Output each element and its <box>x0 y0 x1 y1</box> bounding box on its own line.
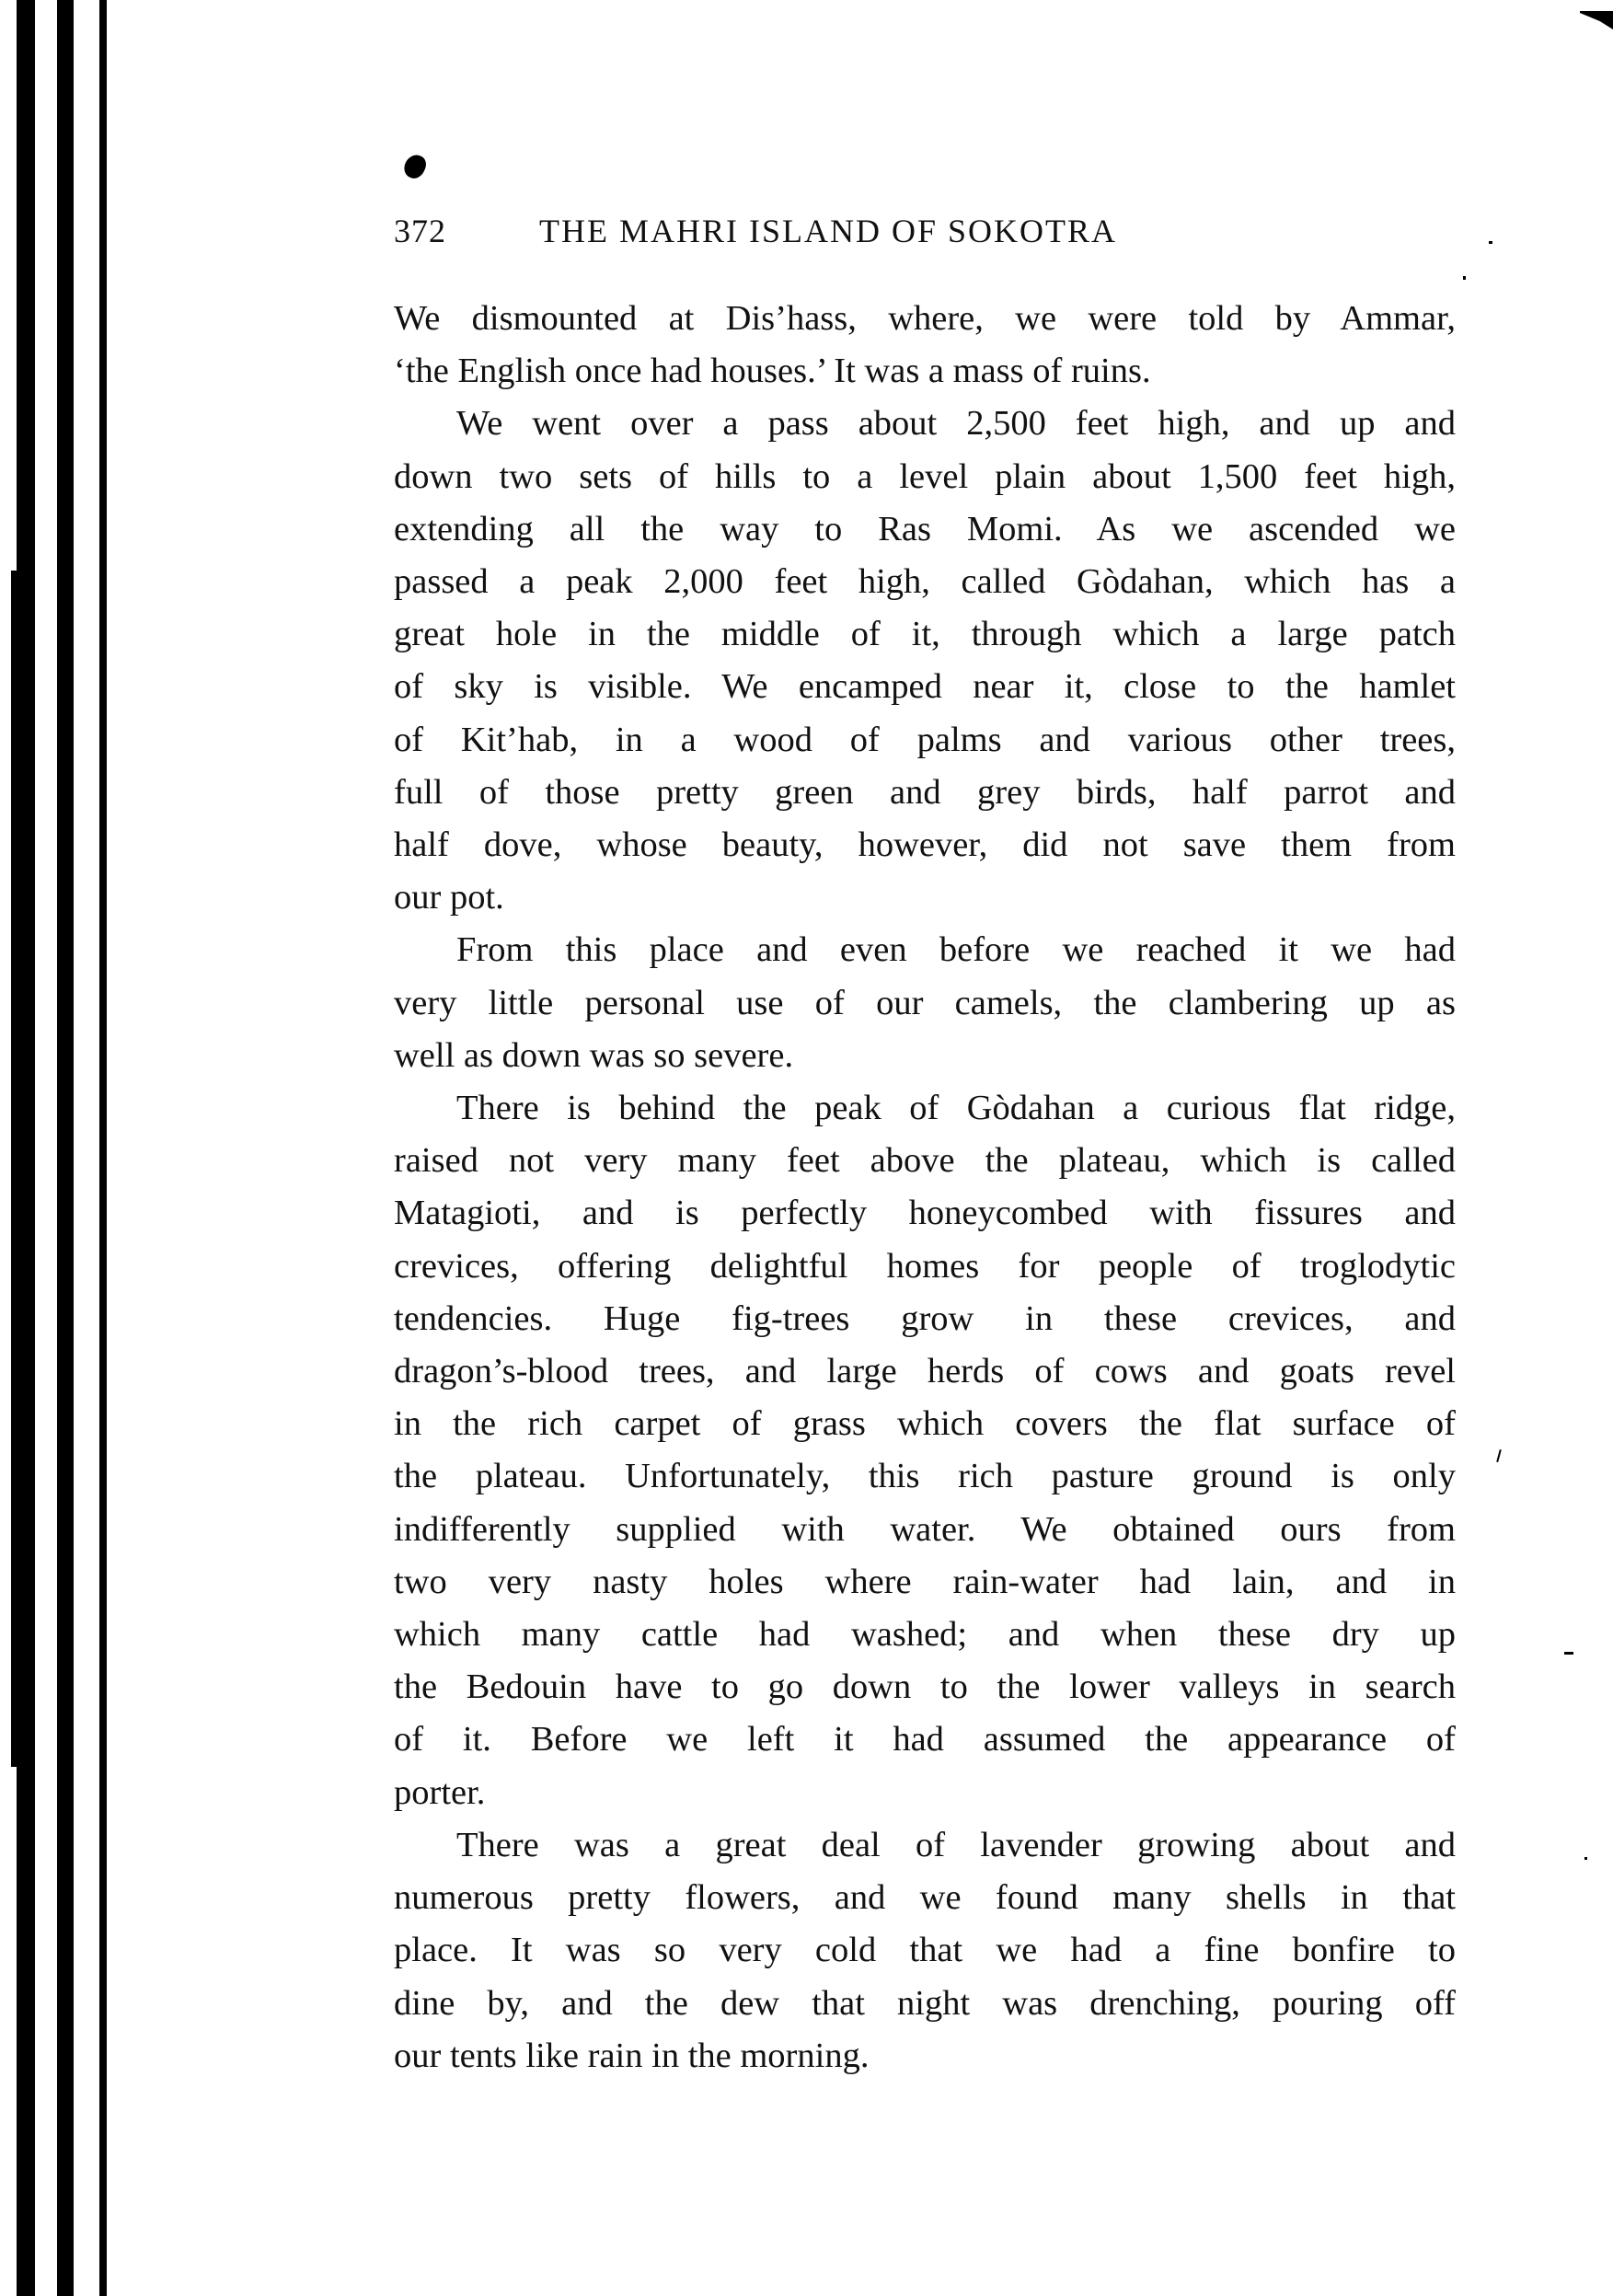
binding-edge-mark <box>17 0 35 2296</box>
text-line: dragon’s-blood trees, and large herds of cows and goats revel <box>394 1352 1456 1391</box>
binding-edge-mark <box>11 571 17 1767</box>
text-line: extending all the way to Ras Momi. As we ascended we <box>394 509 1456 548</box>
text-line: There was a great deal of lavender growing about and <box>456 1825 1456 1864</box>
paragraph <box>394 1819 1456 2083</box>
text-line: of it. Before we left it had assumed the appearance of <box>394 1720 1456 1759</box>
text-line: half dove, whose beauty, however, did not save them from <box>394 825 1456 865</box>
text-line: We went over a pass about 2,500 feet high, and up and <box>456 404 1456 444</box>
text-line: full of those pretty green and grey birds, half parrot and <box>394 772 1456 812</box>
text-line: Matagioti, and is perfectly honeycombed with fissures and <box>394 1194 1456 1233</box>
paragraph <box>394 398 1456 924</box>
text-line: numerous pretty flowers, and we found many shells in that <box>394 1878 1456 1918</box>
text-line: very little personal use of our camels, the clambering up as <box>394 983 1456 1022</box>
text-line: which many cattle had washed; and when these dry up <box>394 1615 1456 1655</box>
text-line: indifferently supplied with water. We obtained ours from <box>394 1509 1456 1549</box>
text-line: dine by, and the dew that night was drenching, pouring off <box>394 1983 1456 2023</box>
paragraph <box>394 1082 1456 1819</box>
text-line: There is behind the peak of Gòdahan a curious flat ridge, <box>456 1089 1456 1128</box>
text-line: down two sets of hills to a level plain about 1,500 feet high, <box>394 456 1456 496</box>
text-line: the plateau. Unfortunately, this rich pasture ground is only <box>394 1457 1456 1496</box>
text-line: From this place and even before we reached it we had <box>456 930 1456 970</box>
paragraph <box>394 924 1456 1082</box>
paragraph <box>394 293 1456 398</box>
text-line: in the rich carpet of grass which covers the flat surface of <box>394 1404 1456 1444</box>
running-title: THE MAHRI ISLAND OF SOKOTRA <box>539 213 1118 249</box>
text-line: crevices, offering delightful homes for people of troglodytic <box>394 1246 1456 1286</box>
text-line: We dismounted at Dis’hass, where, we were told by Ammar, <box>394 299 1456 338</box>
text-line: raised not very many feet above the plateau, which is called <box>394 1141 1456 1181</box>
page-number: 372 <box>394 213 446 249</box>
text-line: of sky is visible. We encamped near it, close to the hamlet <box>394 667 1456 707</box>
text-line: passed a peak 2,000 feet high, called Gòdahan, which has a <box>394 562 1456 602</box>
text-line: well as down was so severe. <box>394 1035 794 1075</box>
text-line: place. It was so very cold that we had a fine bonfire to <box>394 1931 1456 1970</box>
text-line: two very nasty holes where rain-water had lain, and in <box>394 1562 1456 1601</box>
binding-edge-mark <box>99 0 107 2296</box>
binding-edge-mark <box>57 0 74 2296</box>
text-line: of Kit’hab, in a wood of palms and various other trees, <box>394 720 1456 759</box>
text-line: porter. <box>394 1772 486 1812</box>
ink-blot <box>401 152 430 182</box>
text-line: great hole in the middle of it, through which a large patch <box>394 615 1456 654</box>
page-header <box>394 212 1461 258</box>
text-line: our pot. <box>394 878 504 917</box>
text-line: ‘the English once had houses.’ It was a mass of ruins. <box>394 352 1151 391</box>
text-line: tendencies. Huge fig-trees grow in these crevices, and <box>394 1298 1456 1338</box>
scan-corner-mark <box>1580 11 1613 29</box>
body-text <box>394 293 1456 2083</box>
text-line: the Bedouin have to go down to the lower valleys in search <box>394 1667 1456 1707</box>
text-line: our tents like rain in the morning. <box>394 2036 870 2075</box>
